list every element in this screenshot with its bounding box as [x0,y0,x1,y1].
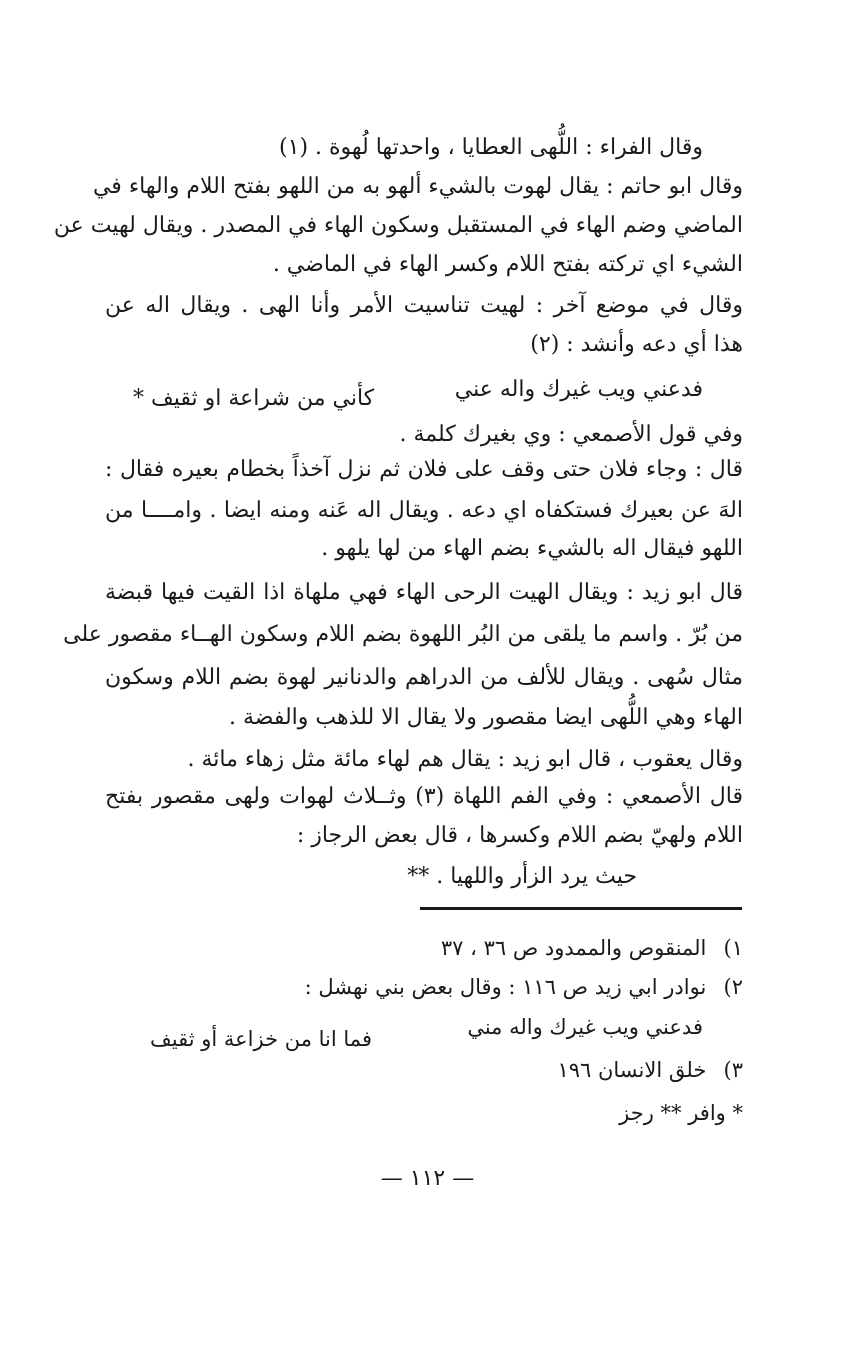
footnote-2 [305,972,743,1002]
footnote-verse-second: فما انا من خزاعة أو ثقيف [150,1027,372,1051]
body-line-11: قال ابو زيد : ويقال الهيت الرحى الهاء فهي ملهاة اذا القيت فيها قبضة [105,580,743,605]
body-line-16: قال الأصمعي : وفي الفم اللهاة (٣) وثــلاث لهوات ولهى مقصور بفتح [105,784,743,809]
body-line-1: وقال الفراء : اللُّهى العطايا ، واحدتها لُهوة . (١) [279,135,703,160]
body-line-6: هذا أي دعه وأنشد : (٢) [530,332,743,357]
body-line-2: وقال ابو حاتم : يقال لهوت بالشيء ألهو به من اللهو بفتح اللام والهاء في [92,174,743,199]
footnote-3-text: خلق الانسان ١٩٦ [557,1058,707,1082]
body-line-13: مثال سُهى . ويقال للألف من الدراهم والدنانير لهوة بضم اللام وسكون [105,665,743,690]
body-line-4: الشيء اي تركته بفتح اللام وكسر الهاء في الماضي . [272,252,743,277]
footnote-1-text: المنقوص والممدود ص ٣٦ ، ٣٧ [440,936,707,960]
footnote-separator [420,907,742,910]
footnote-2-number: ٢) [723,975,743,999]
page-number: — ١١٢ — [380,1166,475,1191]
footnote-1-number: ١) [723,936,743,960]
footnote-3-number: ٣) [723,1058,743,1082]
footnote-verse-first: فدعني ويب غيرك واله مني [467,1015,703,1039]
footnote-2-text: نوادر ابي زيد ص ١١٦ : وقال بعض بني نهشل : [304,975,707,999]
body-line-17: اللام ولهيّ بضم اللام وكسرها ، قال بعض الرجاز : [296,823,743,848]
body-line-8: قال : وجاء فلان حتى وقف على فلان ثم نزل آخذاً بخطام بعيره فقال : [105,457,743,482]
body-line-14: الهاء وهي اللُّهى ايضا مقصور ولا يقال الا للذهب والفضة . [228,705,743,730]
body-line-7: وفي قول الأصمعي : وي بغيرك كلمة . [399,422,743,447]
body-line-3: الماضي وضم الهاء في المستقبل وسكون الهاء في المصدر . ويقال لهيت عن [53,213,743,238]
meter-note: * وافر ** رجز [619,1101,743,1125]
body-line-5: وقال في موضع آخر : لهيت تناسيت الأمر وأنا الهى . ويقال اله عن [105,293,743,318]
footnote-3 [557,1055,743,1085]
body-line-12: من بُرّ . واسم ما يلقى من البُر اللهوة بضم اللام وسكون الهــاء مقصور على [63,622,743,647]
verse-first-hemistich: فدعني ويب غيرك واله عني [454,377,703,402]
verse-second-hemistich: كأني من شراعة او ثقيف * [133,386,375,411]
body-line-15: وقال يعقوب ، قال ابو زيد : يقال هم لهاء مائة مثل زهاء مائة . [187,747,743,772]
footnote-1 [441,933,743,963]
body-line-9: الهَ عن بعيرك فستكفاه اي دعه . ويقال اله عَنه ومنه ايضا . وامــــا من [105,498,743,523]
body-line-10: اللهو فيقال اله بالشيء بضم الهاء من لها يلهو . [321,536,743,561]
rajaz-verse: حيث يرد الزأر واللهيا . ** [407,864,637,889]
